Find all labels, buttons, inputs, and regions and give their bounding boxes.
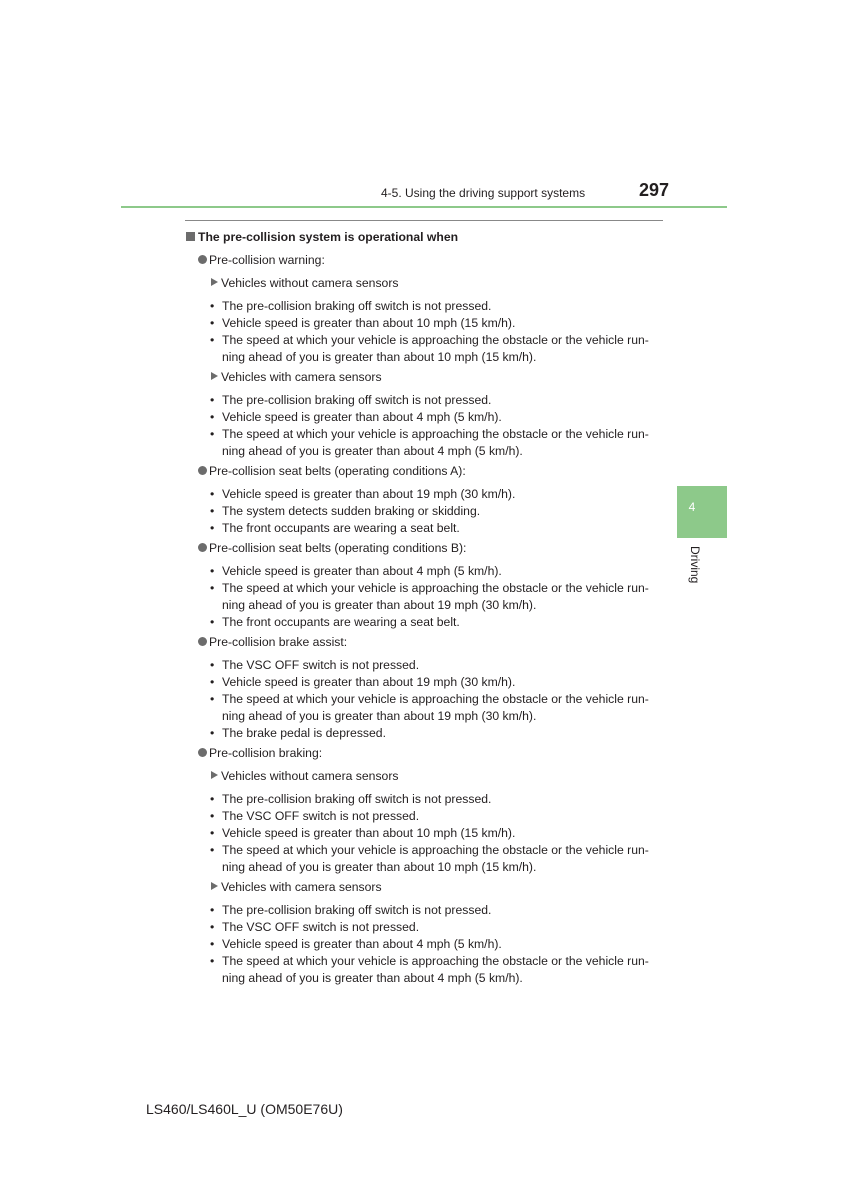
circle-bullet-icon	[198, 466, 207, 475]
list-item-text: Vehicle speed is greater than about 10 mph (15 km/h).	[222, 826, 516, 840]
list-item	[210, 315, 516, 332]
list-item-text: The brake pedal is depressed.	[222, 726, 386, 740]
subheading-label: Vehicles without camera sensors	[221, 276, 399, 290]
triangle-bullet-icon	[211, 882, 218, 890]
subheading-with-camera	[211, 879, 382, 896]
footer-model-code: LS460/LS460L_U (OM50E76U)	[146, 1101, 343, 1117]
content-divider	[185, 220, 663, 221]
item-label: Pre-collision brake assist:	[209, 635, 348, 649]
subheading-without-camera	[211, 768, 398, 785]
list-item-braking	[198, 745, 322, 762]
list-item-text: The speed at which your vehicle is approaching the obstacle or the vehicle run-	[222, 692, 649, 706]
list-item-text: Vehicle speed is greater than about 4 mph (5 km/h).	[222, 937, 502, 951]
list-item	[210, 520, 460, 537]
header-section-title: 4-5. Using the driving support systems	[381, 186, 586, 200]
section-heading	[186, 229, 458, 246]
dot-bullet: •	[210, 393, 215, 407]
list-item-text: The speed at which your vehicle is approaching the obstacle or the vehicle run-	[222, 333, 649, 347]
list-item-text: The pre-collision braking off switch is not pressed.	[222, 299, 492, 313]
list-item-text: The speed at which your vehicle is approaching the obstacle or the vehicle run-	[222, 843, 649, 857]
list-item-text: The VSC OFF switch is not pressed.	[222, 809, 420, 823]
list-item	[210, 691, 649, 708]
list-item-text: The speed at which your vehicle is approaching the obstacle or the vehicle run-	[222, 954, 649, 968]
dot-bullet: •	[210, 826, 215, 840]
page-number: 297	[639, 180, 670, 200]
list-item	[210, 902, 492, 919]
item-label: Pre-collision braking:	[209, 746, 323, 760]
list-item-text: The front occupants are wearing a seat belt.	[222, 521, 460, 535]
circle-bullet-icon	[198, 748, 207, 757]
item-label: Pre-collision warning:	[209, 253, 325, 267]
subheading-without-camera	[211, 275, 398, 292]
dot-bullet: •	[210, 903, 215, 917]
list-item-text: Vehicle speed is greater than about 19 mph (30 km/h).	[222, 487, 516, 501]
dot-bullet: •	[210, 581, 215, 595]
list-item-text: Vehicle speed is greater than about 10 mph (15 km/h).	[222, 316, 516, 330]
chapter-title: Driving	[688, 546, 702, 584]
list-item	[210, 298, 492, 315]
list-item	[210, 842, 649, 859]
circle-bullet-icon	[198, 255, 207, 264]
list-item	[210, 791, 492, 808]
list-item	[210, 953, 649, 970]
dot-bullet: •	[210, 692, 215, 706]
header-rule	[121, 206, 727, 208]
dot-bullet: •	[210, 675, 215, 689]
dot-bullet: •	[210, 954, 215, 968]
list-item-text: Vehicle speed is greater than about 4 mph (5 km/h).	[222, 564, 502, 578]
dot-bullet: •	[210, 316, 215, 330]
dot-bullet: •	[210, 564, 215, 578]
triangle-bullet-icon	[211, 278, 218, 286]
dot-bullet: •	[210, 487, 215, 501]
list-item	[210, 409, 502, 426]
dot-bullet: •	[210, 410, 215, 424]
triangle-bullet-icon	[211, 372, 218, 380]
list-item	[210, 919, 420, 936]
list-item-text: The VSC OFF switch is not pressed.	[222, 920, 420, 934]
item-label: Pre-collision seat belts (operating conditions A):	[209, 464, 466, 478]
list-item-seatbelt-a	[198, 463, 466, 480]
list-item-text: Vehicle speed is greater than about 19 mph (30 km/h).	[222, 675, 516, 689]
chapter-tab	[677, 486, 727, 538]
dot-bullet: •	[210, 658, 215, 672]
list-item-text: The speed at which your vehicle is approaching the obstacle or the vehicle run-	[222, 581, 649, 595]
list-item-continuation: ning ahead of you is greater than about 19 mph (30 km/h).	[222, 598, 537, 612]
list-item-continuation: ning ahead of you is greater than about 10 mph (15 km/h).	[222, 350, 537, 364]
subheading-label: Vehicles without camera sensors	[221, 769, 399, 783]
section-heading-text: The pre-collision system is operational when	[198, 230, 459, 244]
list-item-text: The speed at which your vehicle is approaching the obstacle or the vehicle run-	[222, 427, 649, 441]
dot-bullet: •	[210, 427, 215, 441]
list-item-continuation: ning ahead of you is greater than about 4 mph (5 km/h).	[222, 444, 523, 458]
list-item	[210, 614, 460, 631]
dot-bullet: •	[210, 726, 215, 740]
dot-bullet: •	[210, 809, 215, 823]
list-item-text: Vehicle speed is greater than about 4 mph (5 km/h).	[222, 410, 502, 424]
item-label: Pre-collision seat belts (operating conditions B):	[209, 541, 467, 555]
list-item-text: The pre-collision braking off switch is not pressed.	[222, 792, 492, 806]
dot-bullet: •	[210, 504, 215, 518]
list-item-continuation: ning ahead of you is greater than about 4 mph (5 km/h).	[222, 971, 523, 985]
subheading-label: Vehicles with camera sensors	[221, 880, 382, 894]
list-item	[210, 426, 649, 443]
list-item	[210, 825, 516, 842]
list-item-seatbelt-b	[198, 540, 466, 557]
list-item-text: The system detects sudden braking or skidding.	[222, 504, 481, 518]
list-item	[210, 725, 386, 742]
list-item	[210, 563, 502, 580]
subheading-with-camera	[211, 369, 382, 386]
list-item	[210, 657, 420, 674]
dot-bullet: •	[210, 792, 215, 806]
circle-bullet-icon	[198, 637, 207, 646]
list-item-text: The pre-collision braking off switch is not pressed.	[222, 393, 492, 407]
list-item	[210, 392, 492, 409]
list-item	[210, 332, 649, 349]
dot-bullet: •	[210, 920, 215, 934]
list-item	[210, 486, 516, 503]
dot-bullet: •	[210, 521, 215, 535]
list-item-warning	[198, 252, 325, 269]
circle-bullet-icon	[198, 543, 207, 552]
dot-bullet: •	[210, 615, 215, 629]
dot-bullet: •	[210, 333, 215, 347]
list-item	[210, 580, 649, 597]
list-item	[210, 674, 516, 691]
chapter-number: 4	[688, 500, 696, 514]
subheading-label: Vehicles with camera sensors	[221, 370, 382, 384]
list-item	[210, 936, 502, 953]
dot-bullet: •	[210, 937, 215, 951]
triangle-bullet-icon	[211, 771, 218, 779]
list-item-text: The VSC OFF switch is not pressed.	[222, 658, 420, 672]
dot-bullet: •	[210, 843, 215, 857]
square-bullet-icon	[186, 232, 195, 241]
list-item-text: The pre-collision braking off switch is not pressed.	[222, 903, 492, 917]
list-item-continuation: ning ahead of you is greater than about 10 mph (15 km/h).	[222, 860, 537, 874]
dot-bullet: •	[210, 299, 215, 313]
list-item	[210, 503, 481, 520]
list-item	[210, 808, 420, 825]
list-item-text: The front occupants are wearing a seat belt.	[222, 615, 460, 629]
list-item-continuation: ning ahead of you is greater than about 19 mph (30 km/h).	[222, 709, 537, 723]
list-item-brake-assist	[198, 634, 347, 651]
